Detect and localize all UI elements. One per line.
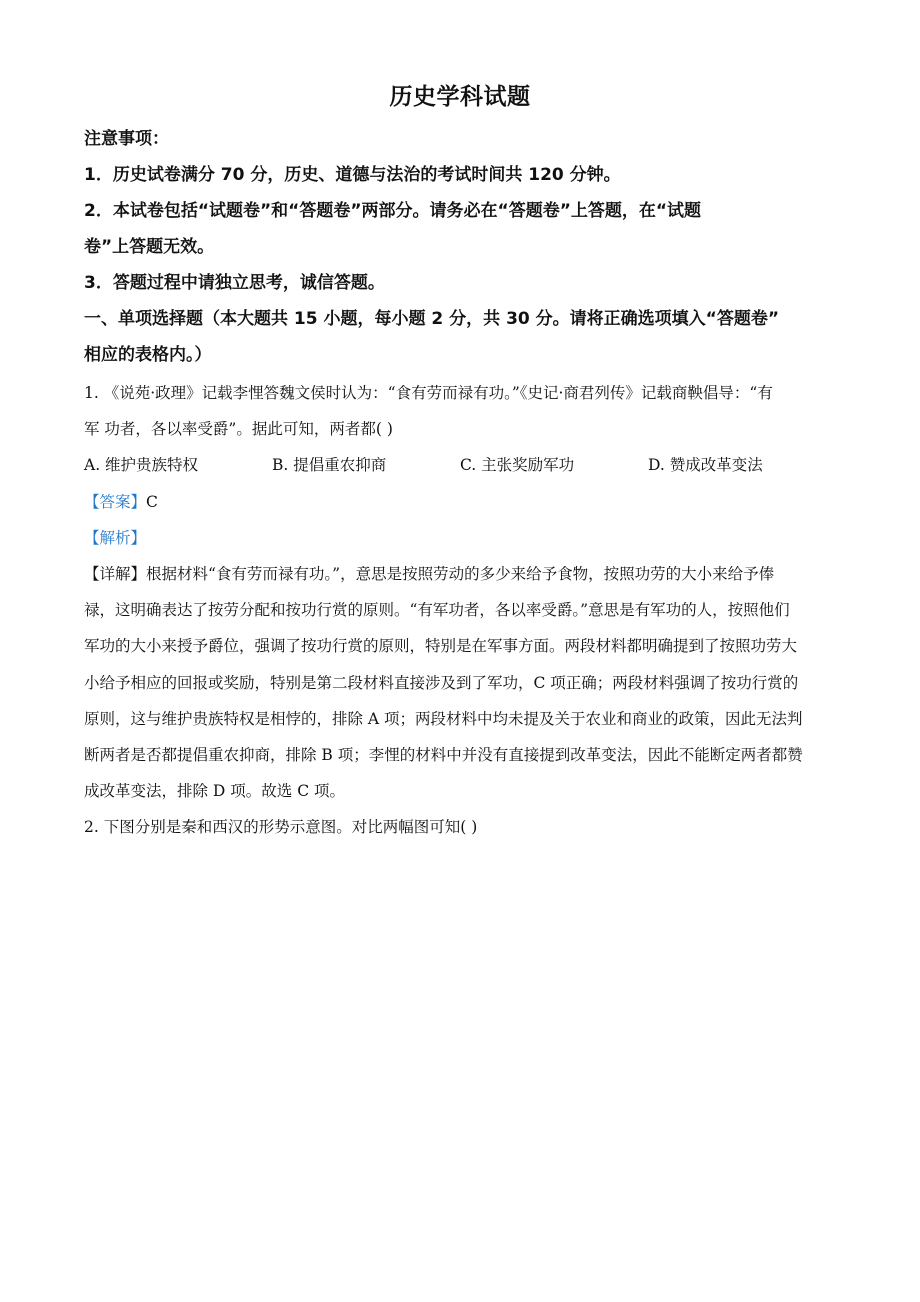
answer-line [84, 484, 844, 520]
option-a: A. 维护贵族特权 [84, 456, 199, 474]
detail-line: 小给予相应的回报或奖励，特别是第二段材料直接涉及到了军功，C 项正确；两段材料强调了按功行赏的 [84, 673, 799, 692]
answer-tag: 【答案】 [84, 493, 147, 511]
notice-item-1: 1．历史试卷满分 70 分，历史、道德与法治的考试时间共 120 分钟。 [84, 165, 621, 185]
option-d: D. 赞成改革变法 [648, 456, 763, 474]
detail-line: 【详解】根据材料“食有劳而禄有功。”，意思是按照劳动的多少来给予食物，按照功劳的大小来给予俸 [84, 565, 775, 583]
detail-line: 断两者是否都提倡重农抑商，排除 B 项；李悝的材料中并没有直接提到改革变法，因此不能断定两者都赞 [84, 746, 803, 765]
question-2-stem: 2. 下图分别是秦和西汉的形势示意图。对比两幅图可知( ) [84, 818, 478, 836]
analysis-line [84, 520, 844, 556]
page-title: 历史学科试题 [389, 84, 531, 110]
question-1-stem-line-1: 1. 《说苑·政理》记载李悝答魏文侯时认为：“食有劳而禄有功。”《史记·商君列传》记载商鞅倡导：“有 [84, 384, 773, 402]
option-c: C. 主张奖励军功 [460, 456, 575, 474]
notice-item-2-line-1: 2．本试卷包括“试题卷”和“答题卷”两部分。请务必在“答题卷”上答题，在“试题 [84, 201, 702, 221]
answer-value: C [146, 493, 158, 511]
notice-item-2-line-2: 卷”上答题无效。 [84, 237, 215, 257]
section-heading-line-1: 一、单项选择题（本大题共 15 小题，每小题 2 分，共 30 分。请将正确选项填入“答题卷” [84, 309, 779, 329]
question-1-stem-line-2: 军 功者，各以率受爵”。据此可知，两者都( ) [84, 420, 393, 438]
detail-line: 成改革变法，排除 D 项。故选 C 项。 [84, 782, 345, 801]
question-1-options [84, 447, 844, 483]
detail-line: 禄，这明确表达了按劳分配和按功行赏的原则。“有军功者，各以率受爵。”意思是有军功的人，按照他们 [84, 601, 790, 620]
detail-line: 军功的大小来授予爵位，强调了按功行赏的原则，特别是在军事方面。两段材料都明确提到了按照功劳大 [84, 637, 798, 656]
notice-heading: 注意事项： [84, 129, 169, 149]
section-heading-line-2: 相应的表格内。） [84, 345, 212, 365]
detail-line: 原则，这与维护贵族特权是相悖的，排除 A 项；两段材料中均未提及关于农业和商业的政策，因此无法判 [84, 709, 803, 728]
notice-item-3: 3．答题过程中请独立思考，诚信答题。 [84, 273, 385, 293]
option-b: B. 提倡重农抑商 [272, 456, 387, 474]
detail-paragraph [84, 556, 844, 809]
analysis-tag: 【解析】 [84, 529, 147, 547]
